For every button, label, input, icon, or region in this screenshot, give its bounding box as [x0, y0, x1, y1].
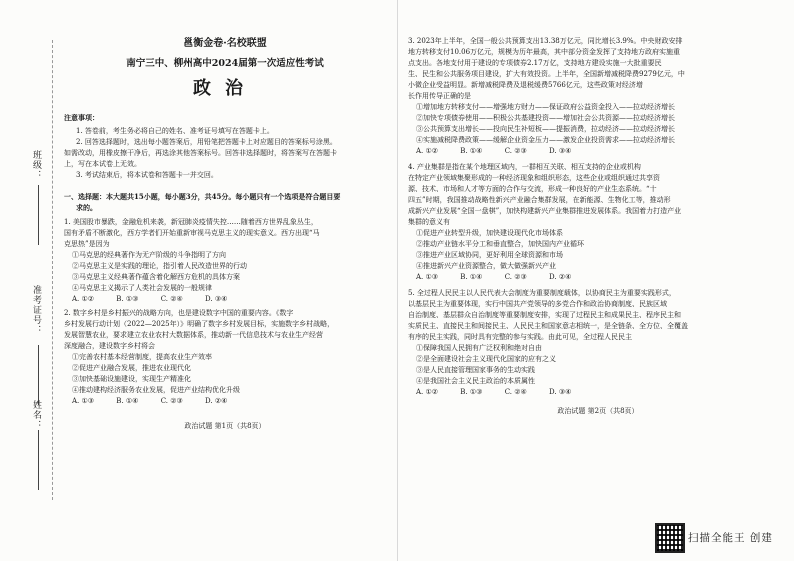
note-2-cont: 如需改动，用橡皮擦干净后，再选涂其他答案标号。回答非选择题时，将答案写在答题卡 — [64, 149, 337, 157]
q5-choices: A. ①② B. ①③ C. ②④ D. ③④ — [416, 388, 572, 396]
note-2: 2. 回答选择题时，选出每小题答案后，用铅笔把答题卡上对应题目的答案标号涂黑。 — [76, 138, 337, 146]
section-heading-cont: 求的。 — [76, 203, 97, 212]
left-content — [64, 0, 386, 432]
q4-stem: 集群的意义有 — [408, 218, 450, 226]
q2-option: ③加快基础设施建设，实现生产精准化 — [72, 375, 191, 383]
qr-code-icon — [655, 523, 685, 553]
right-exam-page — [397, 0, 794, 561]
exam-number-fill-line — [38, 345, 39, 405]
q2-option: ④推动建构经济服务农业发展，促进产业结构优化升级 — [72, 386, 240, 394]
q5-stem: 实质民主、直接民主和间接民主、人民民主和国家意志相统一，是全链条、全方位、全覆盖 — [408, 322, 688, 330]
q5-stem: 自治制度、基层群众自治制度等重要制度安排，实现了过程民主和成果民主、程序民主和 — [408, 311, 681, 319]
exam-title: 南宁三中、柳州高中2024届第一次适应性考试 — [126, 58, 324, 69]
q2-stem: 深度融合，建设数字乡村将会 — [64, 342, 155, 350]
q5-stem: 有序的民主实践，同时具有完整的参与实践。由此可见，全过程人民民主 — [408, 333, 632, 341]
q3-option: ①增加地方转移支付——增强地方财力——保证政府公益资金投入——拉动经济增长 — [416, 103, 675, 111]
q4-choices: A. ①③ B. ①④ C. ②③ D. ②④ — [416, 273, 572, 281]
q2-option: ①完善农村基本经营制度，提高农业生产效率 — [72, 353, 212, 361]
q3-stem: 点支出。各地支付用于建设的专项债券2.17万亿，支持地方建设实施一大批重要民 — [408, 59, 662, 67]
q2-option: ②促进产业融合发展，推进农业现代化 — [72, 364, 191, 372]
note-2-end: 上，写在本试卷上无效。 — [64, 160, 141, 168]
q2-stem: 乡村发展行动计划（2022—2025年）》明确了数字乡村发展目标，实施数字乡村战略， — [64, 320, 335, 328]
q3-option: ③公共预算支出增长——投向民生补短板——提振消费，拉动经济——拉动经济增长 — [416, 125, 675, 133]
q5-stem: 以基层民主为重要体现，实行中国共产党领导的多党合作和政治协商制度、民族区域 — [408, 300, 667, 308]
q4-stem: 源、技术、市场和人才等方面的合作与交流，形成一种良好的产业生态系统。“十 — [408, 185, 657, 193]
q4-option: ①促进产业转型升级，加快建设现代化市场体系 — [416, 229, 563, 237]
page-footer-2: 政治试题 第2页（共8页） — [557, 407, 639, 415]
q1-choices: A. ①② B. ①③ C. ②④ D. ③④ — [72, 295, 228, 303]
note-3: 3. 考试结束后，将本试卷和答题卡一并交回。 — [76, 171, 218, 179]
q3-choices: A. ①② B. ①④ C. ②③ D. ③④ — [416, 147, 572, 155]
q4-stem: 成新兴产业发展“全国一盘棋”，加快构建新兴产业集群推进发展体系。我国着力打造产业 — [408, 207, 682, 215]
q2-choices: A. ①③ B. ①④ C. ②③ D. ②④ — [72, 397, 228, 405]
q4-option: ④推进新兴产业资源整合，做大做强新兴产业 — [416, 262, 556, 270]
note-1: 1. 答卷前，考生务必将自己的姓名、准考证号填写在答题卡上。 — [76, 127, 274, 135]
exam-alliance-title: 邕衡金卷·名校联盟 — [183, 38, 267, 49]
q5-option: ④是我国社会主义民主政治的本质属性 — [416, 377, 535, 385]
q1-option: ③马克思主义经典著作蕴含着化解西方危机的具体方案 — [72, 273, 240, 281]
q5-option: ①保障我国人民拥有广泛权利和绝对自由 — [416, 344, 542, 352]
page-footer-1: 政治试题 第1页（共8页） — [184, 422, 266, 430]
seal-dashed-line — [52, 40, 53, 500]
q5-stem: 5. 全过程人民民主以人民代表大会制度为重要制度载体，以协商民主为重要实践形式， — [408, 289, 676, 297]
q3-stem: 生、民生和公共服务项目建设，扩大有效投资。上半年，全国新增减税降费9279亿元，中 — [408, 70, 685, 78]
q4-option: ②推动产业链水平分工和垂直整合，加快国内产业循环 — [416, 240, 584, 248]
q4-stem: 4. 产业集群是指在某个地理区域内，一群相互关联、相互支持的企业或机构 — [408, 163, 641, 171]
q3-stem: 地方转移支付10.06万亿元，规模为历年最高，其中部分资金发挥了支持地方政府实施重 — [408, 48, 681, 56]
notes-title: 注意事项： — [64, 113, 99, 122]
right-content — [408, 0, 788, 417]
q1-option: ②马克思主义是实践的理论，指引着人民改造世界的行动 — [72, 262, 247, 270]
q1-option: ①马克思的经典著作为无产阶级的斗争指明了方向 — [72, 251, 226, 259]
q4-stem: 在特定产业领域集聚形成的一种经济现象和组织形态，这些企业或组织通过共享资 — [408, 174, 660, 182]
subject-title: 政治 — [193, 78, 257, 99]
q3-option: ④实施减税降费政策——缓解企业资金压力——激发企业投资需求——拉动经济增长 — [416, 136, 675, 144]
section-heading: 一、选择题：本大题共15小题，每小题3分，共45分。每小题只有一个选项是符合题目要 — [64, 192, 341, 201]
name-label: 姓名： — [31, 400, 41, 430]
q1-stem: 1. 美国股市暴跌，金融危机来袭，新冠肺炎疫情失控……随着西方世界乱象丛生， — [64, 218, 318, 226]
class-fill-line — [38, 185, 39, 245]
q2-stem: 发展智慧农业，要求建立农业农村大数据体系，推动新一代信息技术与农业生产经营 — [64, 331, 323, 339]
q4-option: ③推进产业区域协同，更好利用全球资源和市场 — [416, 251, 563, 259]
scanner-watermark: 扫描全能王 创建 — [688, 532, 773, 544]
q2-stem: 2. 数字乡村是乡村振兴的战略方向，也是建设数字中国的重要内容。《数字 — [64, 309, 294, 317]
exam-number-label: 准考证号： — [31, 285, 41, 335]
binding-margin — [0, 0, 58, 561]
name-fill-line — [38, 430, 39, 490]
q1-stem: 克思热”是因为 — [64, 240, 110, 248]
q4-stem: 四五”时期，我国推动战略性新兴产业融合集群发展，在新能源、生物化工等，推动形 — [408, 196, 671, 204]
q1-option: ④马克思主义揭示了人类社会发展的一般规律 — [72, 284, 212, 292]
q3-stem: 长作用传导正确的是 — [408, 92, 471, 100]
q5-option: ③是人民直接管理国家事务的生动实践 — [416, 366, 535, 374]
q5-option: ②是全面建设社会主义现代化国家的应有之义 — [416, 355, 556, 363]
q3-stem: 3. 2023年上半年，全国一般公共预算支出13.38万亿元，同比增长3.9%。中央财政安排 — [408, 37, 683, 45]
q3-stem: 小微企业受益明显。新增减税降费及退税缓费5766亿元，这些政策对经济增 — [408, 81, 643, 89]
class-label: 班级： — [31, 150, 41, 180]
q3-option: ②加快专项债券使用——积极公共基建投资——增加社会公共资源——拉动经济增长 — [416, 114, 675, 122]
q1-stem: 国有矛盾不断激化，西方学者们开始重新审视马克思主义的现实意义。西方出现“马 — [64, 229, 320, 237]
